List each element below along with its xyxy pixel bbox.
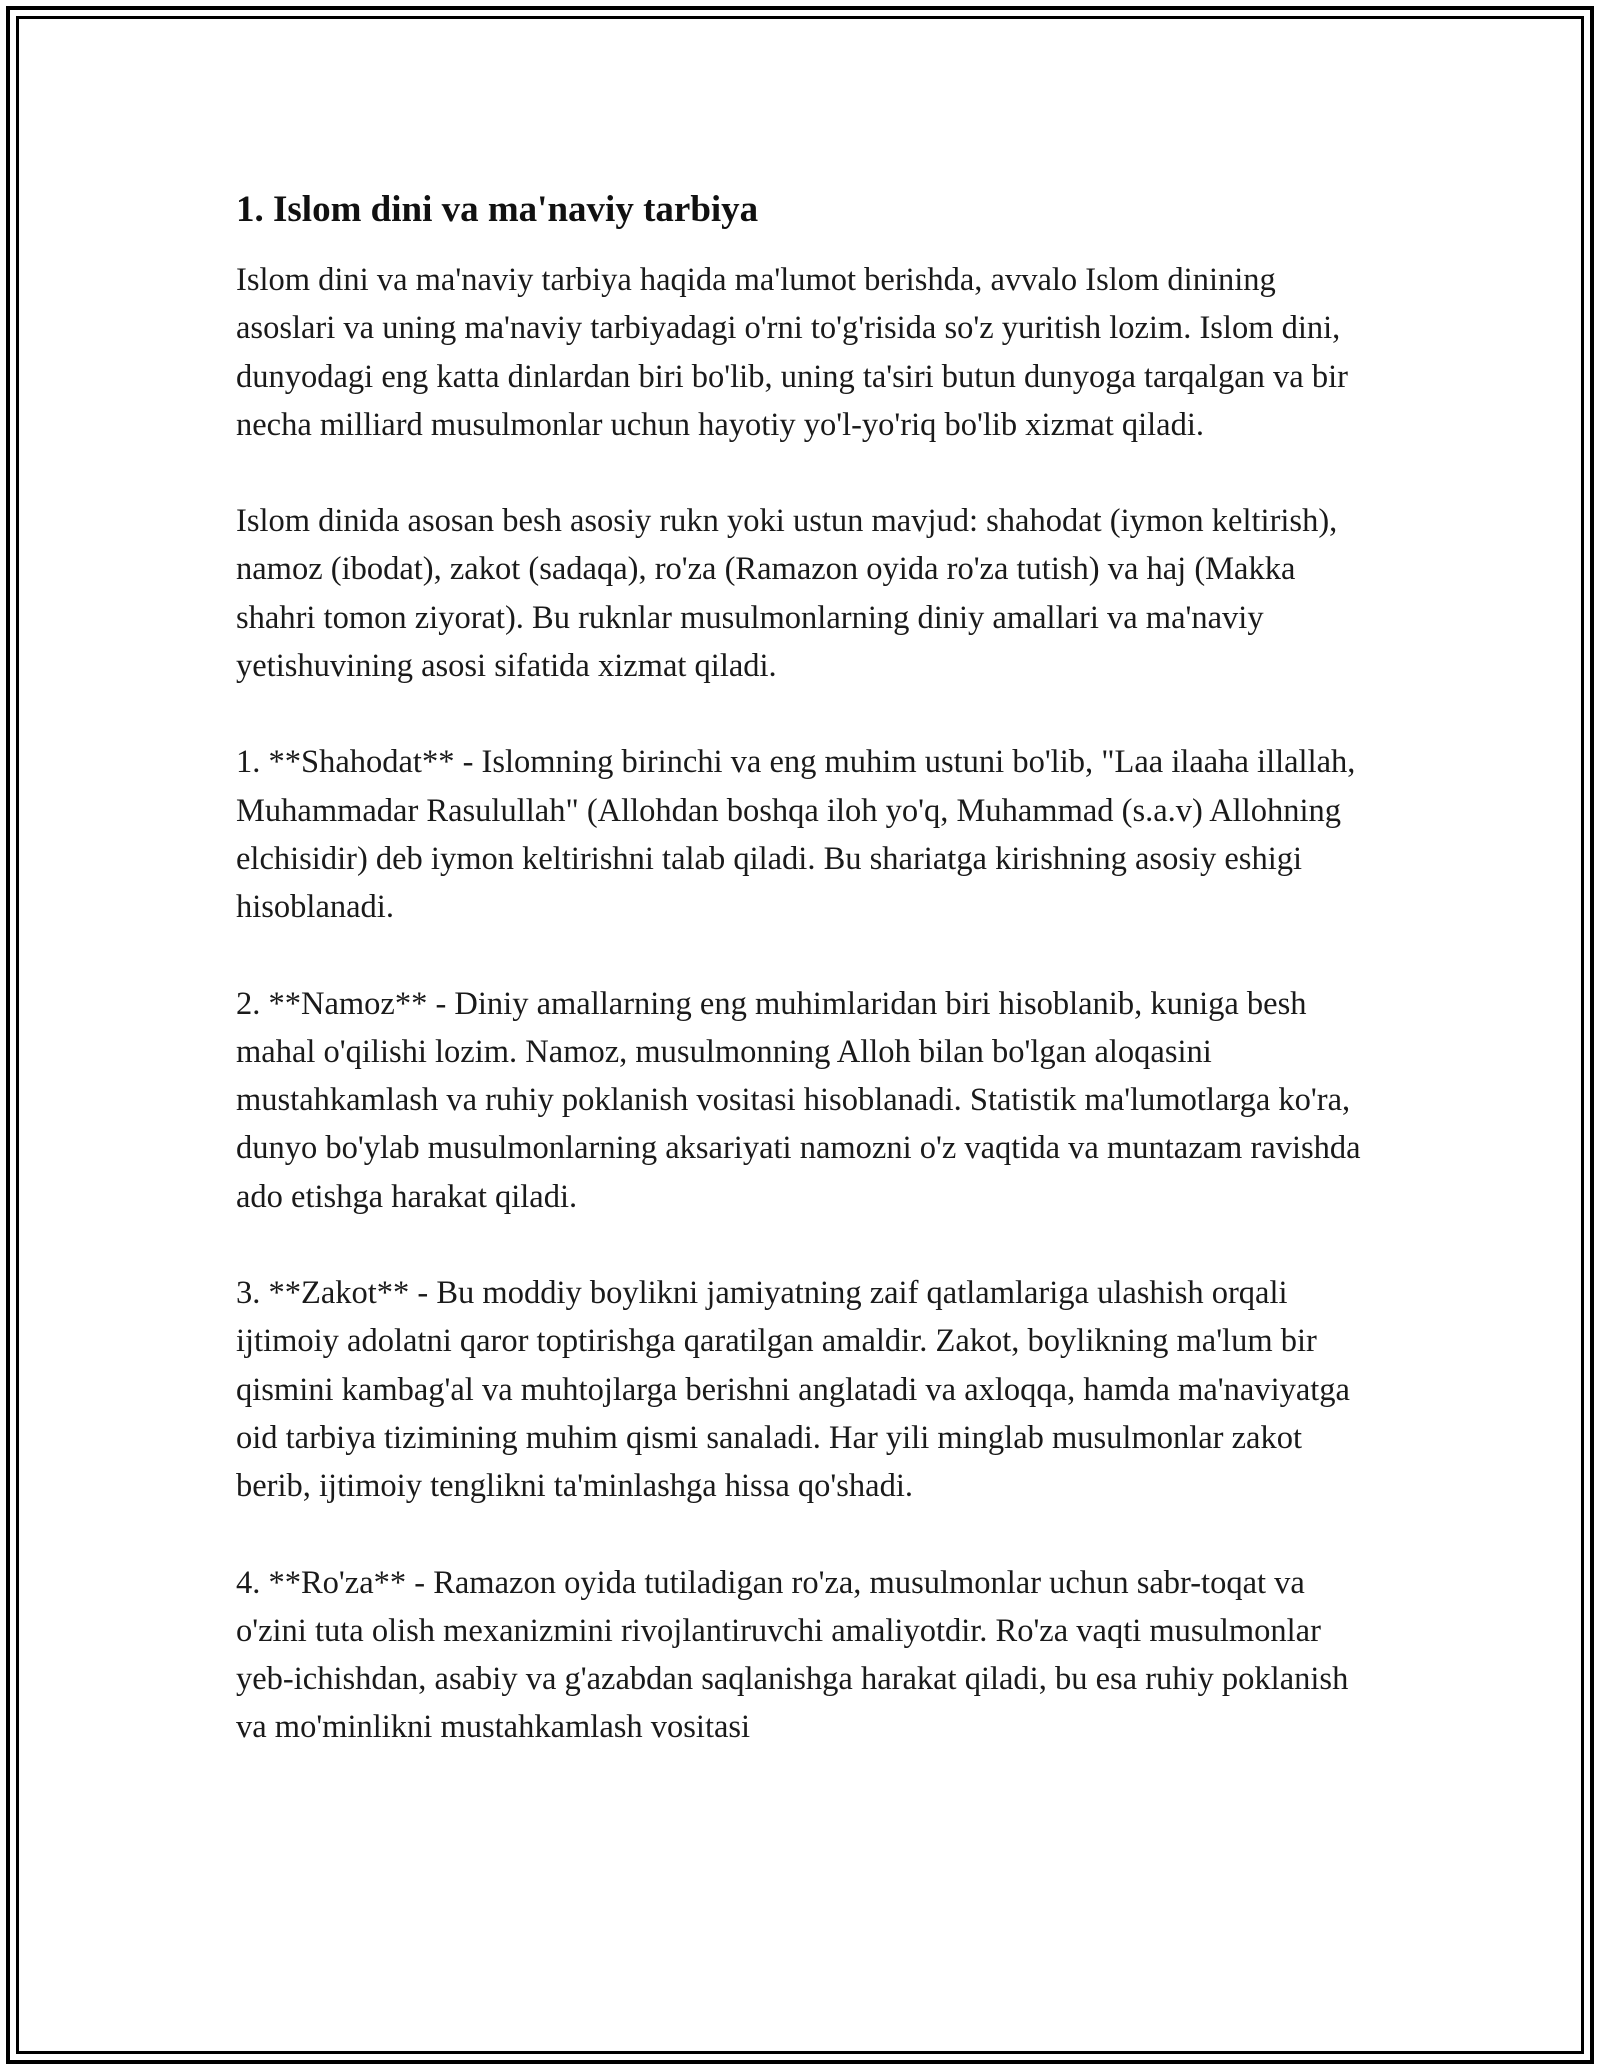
paragraph-five-pillars: Islom dinida asosan besh asosiy rukn yoki ustun mavjud: shahodat (iymon keltirish), namoz (ibodat), zakot (sadaqa), ro'za (Ramazon oyida ro'za tutish) va haj (Makka shahri tomon ziyorat). Bu ruknlar musulmonlarning diniy amallari va ma'naviy yetishuvining asosi sifatida xizmat qiladi. xyxy=(236,503,1338,685)
section-heading: 1. Islom dini va ma'naviy tarbiya xyxy=(236,189,759,230)
paragraph-namoz: 2. **Namoz** - Diniy amallarning eng muhimlaridan biri hisoblanib, kuniga besh mahal o'qilishi lozim. Namoz, musulmonning Alloh bilan bo'lgan aloqasini mustahkamlash va ruhiy poklanish vositasi hisoblanadi. Statistik ma'lumotlarga ko'ra, dunyo bo'ylab musulmonlarning aksariyati namozni o'z vaqtida va muntazam ravishda ado etishga harakat qiladi. xyxy=(236,985,1361,1215)
paragraph-intro: Islom dini va ma'naviy tarbiya haqida ma'lumot berishda, avvalo Islom dinining asoslari va uning ma'naviy tarbiyadagi o'rni to'g'risida so'z yuritish lozim. Islom dini, dunyodagi eng katta dinlardan biri bo'lib, uning ta'siri butun dunyoga tarqalgan va bir necha milliard musulmonlar uchun hayotiy yo'l-yo'riq bo'lib xizmat qiladi. xyxy=(236,262,1348,443)
document-body xyxy=(236,186,1376,1752)
paragraph-roza: 4. **Ro'za** - Ramazon oyida tutiladigan ro'za, musulmonlar uchun sabr-toqat va o'zini tuta olish mexanizmini rivojlantiruvchi amaliyotdir. Ro'za vaqti musulmonlar yeb-ichishdan, asabiy va g'azabdan saqlanishga harakat qiladi, bu esa ruhiy poklanish va mo'minlikni mustahkamlash vositasi xyxy=(236,1564,1349,1746)
paragraph-shahodat: 1. **Shahodat** - Islomning birinchi va eng muhim ustuni bo'lib, "Laa ilaaha illallah, Muhammadar Rasulullah" (Allohdan boshqa iloh yo'q, Muhammad (s.a.v) Allohning elchisidir) deb iymon keltirishni talab qiladi. Bu shariatga kirishning asosiy eshigi hisoblanadi. xyxy=(236,744,1356,926)
paragraph-zakot: 3. **Zakot** - Bu moddiy boylikni jamiyatning zaif qatlamlariga ulashish orqali ijtimoiy adolatni qaror toptirishga qaratilgan amaldir. Zakot, boylikning ma'lum bir qismini kambag'al va muhtojlarga berishni anglatadi va axloqqa, hamda ma'naviyatga oid tarbiya tizimining muhim qismi sanaladi. Har yili minglab musulmonlar zakot berib, ijtimoiy tenglikni ta'minlashga hissa qo'shadi. xyxy=(236,1275,1350,1505)
